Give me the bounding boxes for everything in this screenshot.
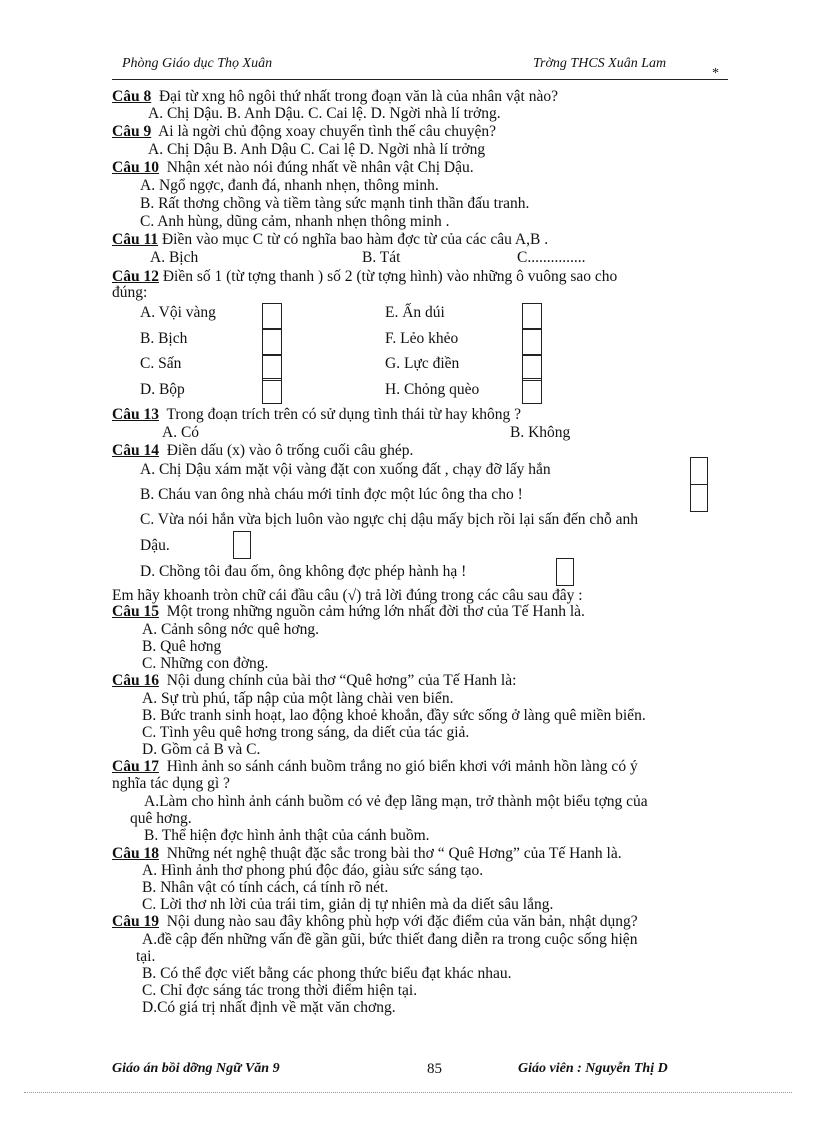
q12-item-c: C. Sấn <box>140 355 182 372</box>
q16-option-c: C. Tình yêu quê hơng trong sáng, da diết của tác giả. <box>142 724 470 741</box>
question-10: Câu 10 Nhận xét nào nói đúng nhất về nhân vật Chị Dậu. <box>112 159 474 176</box>
footer-right: Giáo viên : Nguyễn Thị D <box>518 1061 668 1076</box>
q14-option-c-cont: Dậu. <box>140 537 170 554</box>
q16-option-d: D. Gồm cả B và C. <box>142 741 261 758</box>
q15-option-c: C. Những con đờng. <box>142 655 269 672</box>
q10-option-a: A. Ngổ ngợc, đanh đá, nhanh nhẹn, thông minh. <box>140 177 439 194</box>
header-left: Phòng Giáo dục Thọ Xuân <box>122 56 273 71</box>
q13-option-a: A. Có <box>162 424 200 441</box>
q16-option-a: A. Sự trù phú, tấp nập của một làng chài ven biển. <box>142 690 454 707</box>
answer-box-14d[interactable] <box>556 558 574 586</box>
answer-box-14c[interactable] <box>233 531 251 559</box>
question-9: Câu 9 Ai là ngời chủ động xoay chuyển tình thế câu chuyện? <box>112 123 497 140</box>
page-number: 85 <box>427 1061 442 1077</box>
q19-option-b: B. Có thể đợc viết bằng các phong thức biểu đạt khác nhau. <box>142 965 512 982</box>
question-16: Câu 16 Nội dung chính của bài thơ “Quê hơng” của Tế Hanh là: <box>112 672 517 689</box>
q12-item-e: E. Ấn dúi <box>385 304 445 321</box>
q12-text-cont: đúng: <box>112 284 148 301</box>
q14-option-a: A. Chị Dậu xám mặt vội vàng đặt con xuống đất , chạy đỡ lấy hắn <box>140 461 551 478</box>
question-13: Câu 13 Trong đoạn trích trên có sử dụng tình thái từ hay không ? <box>112 406 522 423</box>
q10-option-b: B. Rất thơng chồng và tiềm tàng sức mạnh tinh thần đấu tranh. <box>140 195 530 212</box>
q18-option-b: B. Nhân vật có tính cách, cá tính rõ nét. <box>142 879 389 896</box>
question-12: Câu 12 Điền số 1 (từ tợng thanh ) số 2 (từ tợng hình) vào những ô vuông sao cho <box>112 268 618 285</box>
header-rule <box>112 79 728 80</box>
answer-box-f[interactable] <box>522 329 542 355</box>
question-14: Câu 14 Điền dấu (x) vào ô trống cuối câu ghép. <box>112 442 414 459</box>
q17-option-a: A.Làm cho hình ảnh cánh buồm có vẻ đẹp lãng mạn, trở thành một biểu tợng của <box>144 793 648 810</box>
question-15: Câu 15 Một trong những nguồn cảm hứng lớn nhất đời thơ của Tế Hanh là. <box>112 603 585 620</box>
header-mark: * <box>712 66 719 81</box>
q10-option-c: C. Anh hùng, dũng cảm, nhanh nhẹn thông minh . <box>140 213 450 230</box>
answer-box-d[interactable] <box>262 378 282 404</box>
q13-option-b: B. Không <box>510 424 571 441</box>
q11-option-b: B. Tát <box>362 249 401 266</box>
q12-item-d: D. Bộp <box>140 381 185 398</box>
q17-text-cont: nghĩa tác dụng gì ? <box>112 775 230 792</box>
q19-option-d: D.Có giá trị nhất định về mặt văn chơng. <box>142 999 396 1016</box>
q14-option-d: D. Chồng tôi đau ốm, ông không đợc phép hành hạ ! <box>140 563 467 580</box>
q12-item-b: B. Bịch <box>140 330 188 347</box>
q11-option-a: A. Bịch <box>150 249 199 266</box>
answer-box-a[interactable] <box>262 303 282 329</box>
q12-item-f: F. Lẻo khẻo <box>385 330 459 347</box>
q12-item-a: A. Vội vàng <box>140 304 216 321</box>
question-11: Câu 11 Điền vào mục C từ có nghĩa bao hàm đợc từ của các câu A,B . <box>112 231 549 248</box>
header-right: Trờng THCS Xuân Lam <box>533 56 667 71</box>
footer-left: Giáo án bồi dỡng Ngữ Văn 9 <box>112 1061 280 1076</box>
answer-box-b[interactable] <box>262 329 282 355</box>
q12-item-h: H. Chỏng quèo <box>385 381 480 398</box>
q18-option-a: A. Hình ảnh thơ phong phú độc đáo, giàu sức sáng tạo. <box>142 862 484 879</box>
page-edge <box>24 1092 792 1093</box>
q16-option-b: B. Bức tranh sinh hoạt, lao động khoẻ khoắn, đầy sức sống ở làng quê miền biển. <box>142 707 646 724</box>
q9-options: A. Chị Dậu B. Anh Dậu C. Cai lệ D. Ngời nhà lí trởng <box>148 141 486 158</box>
question-8: Câu 8 Đại từ xng hô ngôi thứ nhất trong đoạn văn là của nhân vật nào? <box>112 88 558 105</box>
q14-option-b: B. Cháu van ông nhà cháu mới tỉnh đợc một lúc ông tha cho ! <box>140 486 523 503</box>
answer-box-e[interactable] <box>522 303 542 329</box>
q19-option-a: A.đề cập đến những vấn đề gần gũi, bức thiết đang diễn ra trong cuộc sống hiện <box>142 931 638 948</box>
answer-box-14a[interactable] <box>690 457 708 485</box>
q18-option-c: C. Lời thơ nh lời của trái tim, giản dị tự nhiên mà da diết sâu lắng. <box>142 896 554 913</box>
q12-item-g: G. Lực điền <box>385 355 460 372</box>
q17-option-b: B. Thể hiện đợc hình ảnh thật của cánh buồm. <box>144 827 430 844</box>
instruction: Em hãy khoanh tròn chữ cái đầu câu (√) trả lời đúng trong các câu sau đây : <box>112 587 583 604</box>
q17-option-a-cont: quê hơng. <box>130 810 192 827</box>
q8-options: A. Chị Dậu. B. Anh Dậu. C. Cai lệ. D. Ngời nhà lí trởng. <box>148 105 501 122</box>
question-19: Câu 19 Nội dung nào sau đây không phù hợp với đặc điểm của văn bản, nhật dụng? <box>112 913 638 930</box>
q19-option-c: C. Chỉ đợc sáng tác trong thời điểm hiện tại. <box>142 982 418 999</box>
q15-option-b: B. Quê hơng <box>142 638 222 655</box>
q19-option-a-cont: tại. <box>136 948 156 965</box>
q15-option-a: A. Cảnh sông nớc quê hơng. <box>142 621 319 638</box>
q14-option-c: C. Vừa nói hắn vừa bịch luôn vào ngực chị dậu mấy bịch rồi lại sấn đến chỗ anh <box>140 511 638 528</box>
q11-option-c: C............... <box>517 249 586 266</box>
answer-box-14b[interactable] <box>690 484 708 512</box>
question-18: Câu 18 Những nét nghệ thuật đặc sắc trong bài thơ “ Quê Hơng” của Tế Hanh là. <box>112 845 622 862</box>
answer-box-h[interactable] <box>522 378 542 404</box>
question-17: Câu 17 Hình ảnh so sánh cánh buồm trắng no gió biển khơi với mảnh hồn làng có ý <box>112 758 638 775</box>
